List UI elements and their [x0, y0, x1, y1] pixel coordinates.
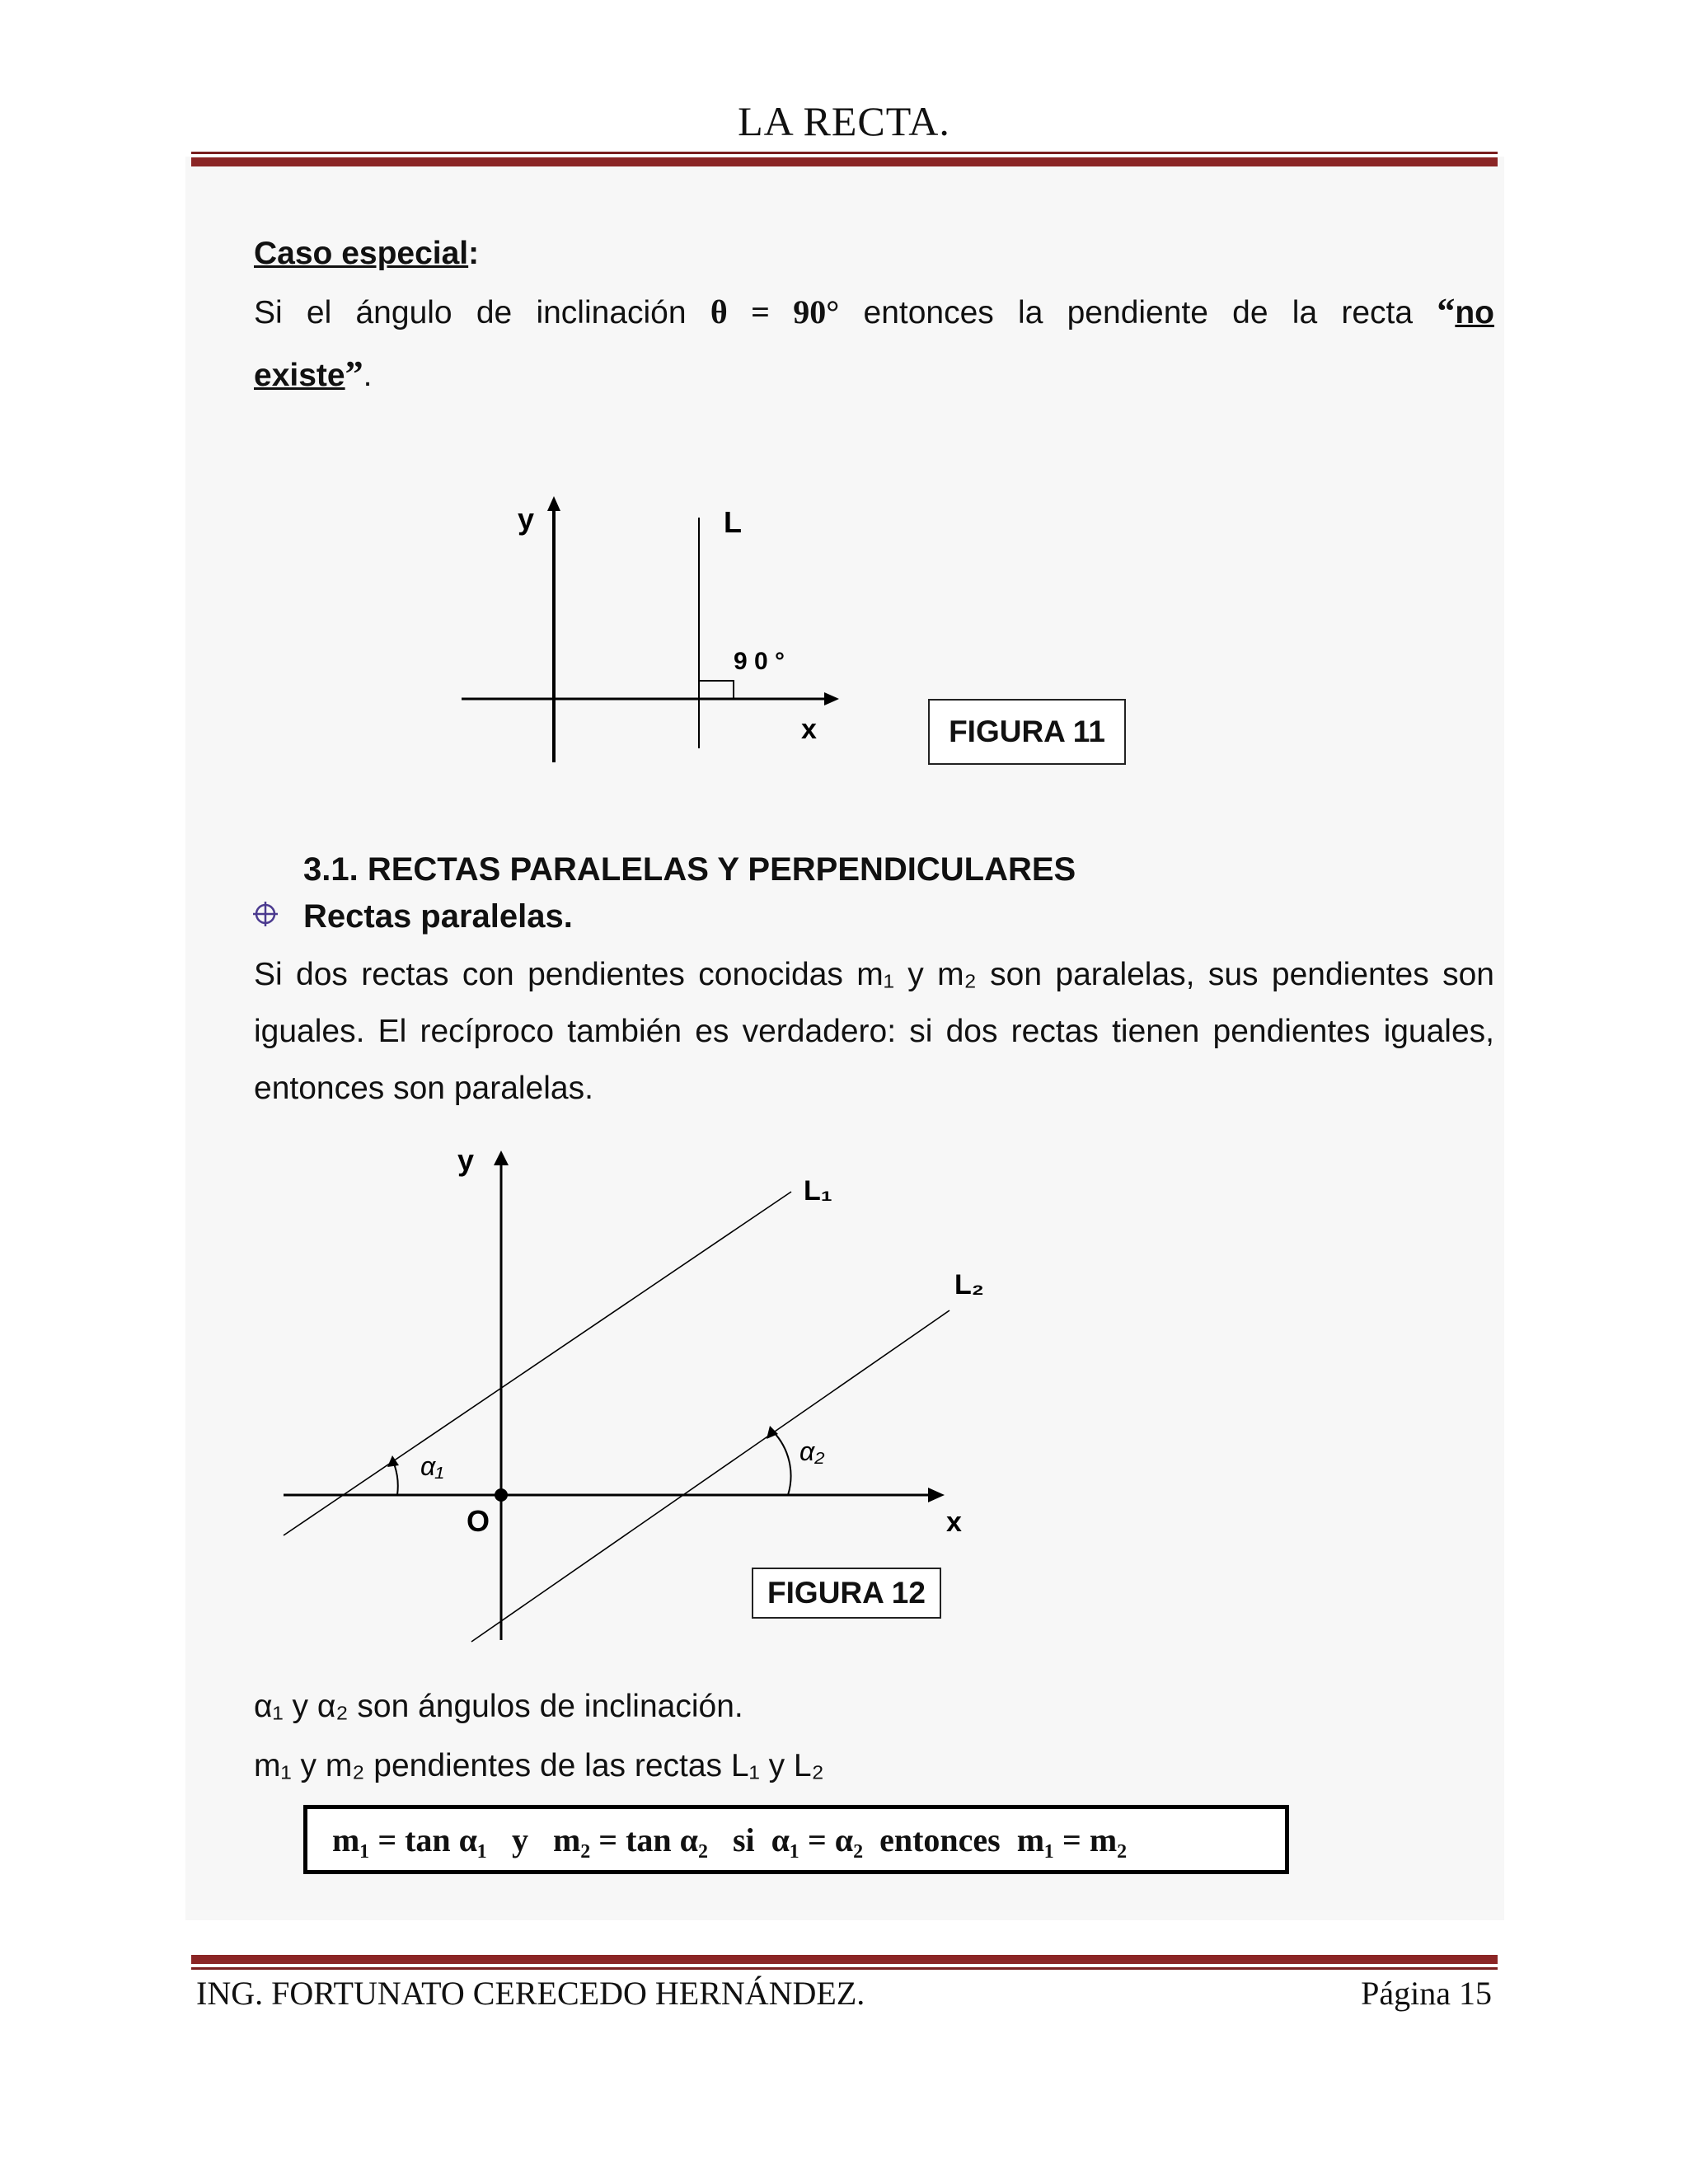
notes-line1: α₁ y α₂ son ángulos de inclinación. [254, 1689, 743, 1724]
fig12-origin-dot [495, 1488, 508, 1502]
figure11-diagram [445, 486, 857, 766]
paragraph-line3: entonces son paralelas. [254, 1071, 593, 1106]
fig12-alpha1-arrowhead [387, 1455, 399, 1467]
fig11-y-label: y [518, 502, 535, 536]
subheading-parallel: Rectas paralelas. [303, 898, 573, 935]
footer-rule [191, 1955, 1498, 1970]
fig12-line-l1 [284, 1192, 791, 1535]
fig12-y-label: y [457, 1143, 475, 1177]
paragraph-line1: Si dos rectas con pendientes conocidas m₁ y m₂ son paralelas, sus pendientes son [254, 957, 1494, 992]
page-header-title: LA RECTA. [738, 98, 950, 144]
fig12-l2-label: L₂ [954, 1269, 984, 1301]
fig11-x-label: x [801, 714, 817, 745]
fig11-right-angle [699, 681, 734, 699]
special-case-line2: existe”. [254, 354, 373, 394]
special-case-heading: Caso especial: [254, 236, 480, 271]
section-heading: 3.1. RECTAS PARALELAS Y PERPENDICULARES [303, 851, 1076, 888]
theta-equation: θ = 90° [710, 293, 840, 330]
formula-box: m₁ = tan α₁ y m₂ = tan α₂ si α₁ = α₂ entonces m₁ = m₂ [303, 1805, 1289, 1874]
fig12-x-label: x [946, 1507, 962, 1538]
notes-line2: m₁ y m₂ pendientes de las rectas L₁ y L₂ [254, 1748, 824, 1783]
fig11-y-arrow [547, 496, 560, 511]
fig12-origin-label: O [467, 1504, 490, 1538]
fig11-x-arrow [824, 692, 839, 705]
figure12-label-box: FIGURA 12 [752, 1568, 941, 1619]
footer-page-number: Página 15 [1361, 1975, 1492, 2012]
fig12-y-arrow [494, 1151, 509, 1165]
special-case-line1: Si el ángulo de inclinación θ = 90° entonces la pendiente de la recta “no [254, 291, 1494, 331]
paragraph-line2: iguales. El recíproco también es verdadero: si dos rectas tienen pendientes iguales, [254, 1014, 1494, 1049]
fig12-x-arrow [928, 1488, 945, 1502]
fig12-alpha2-arc [773, 1432, 791, 1495]
fig11-angle-label: 9 0 ° [734, 648, 785, 675]
header-rule [191, 152, 1498, 166]
crosshair-circle-icon [251, 900, 279, 928]
fig12-alpha1-label: α₁ [420, 1451, 444, 1481]
figure11-label-box: FIGURA 11 [928, 699, 1126, 765]
fig12-alpha2-arrowhead [767, 1426, 778, 1439]
fig11-l-label: L [724, 505, 742, 539]
fig12-l1-label: L₁ [804, 1175, 832, 1207]
footer-author: ING. FORTUNATO CERECEDO HERNÁNDEZ. [196, 1975, 865, 2012]
fig12-alpha2-label: α₂ [799, 1436, 825, 1466]
